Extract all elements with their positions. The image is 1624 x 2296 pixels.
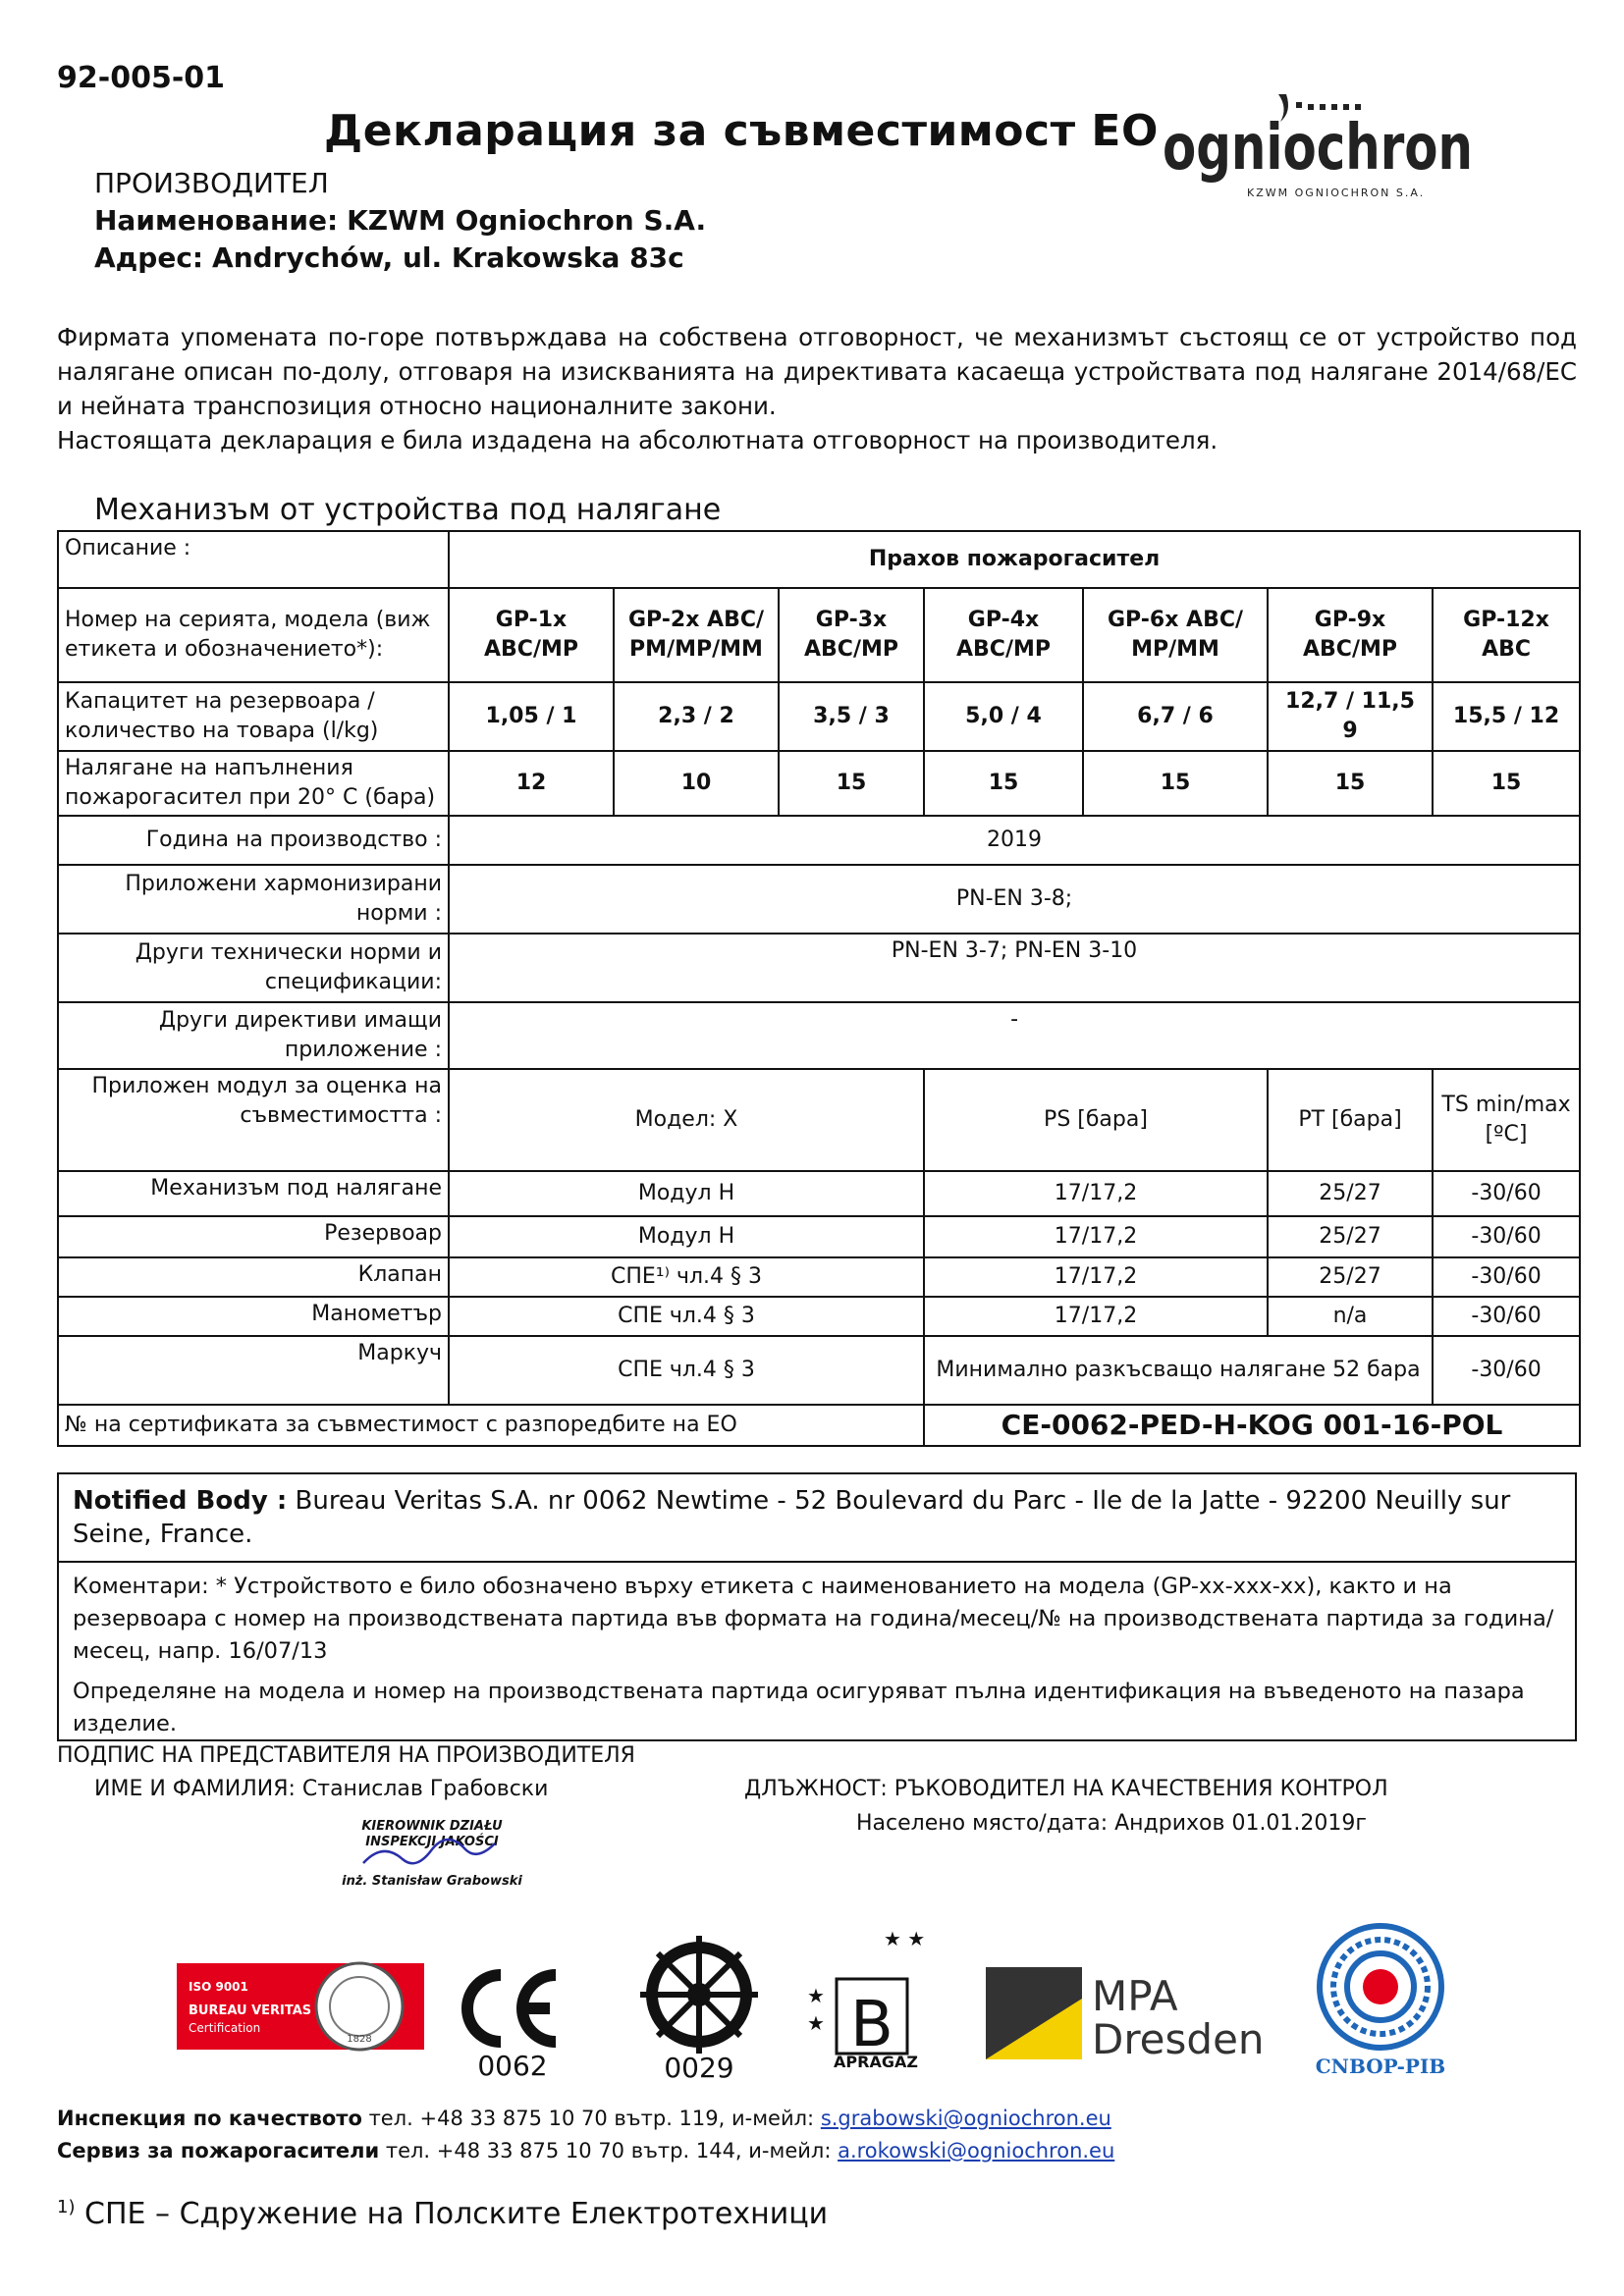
svg-text:Dresden: Dresden xyxy=(1092,2015,1265,2063)
service-email-link[interactable]: a.rokowski@ogniochron.eu xyxy=(838,2139,1115,2163)
notified-body-box xyxy=(57,1472,1577,1741)
capacity-4: 5,0 / 4 xyxy=(924,682,1083,751)
other-directives-value: - xyxy=(449,1002,1580,1069)
service-contact: Сервиз за пожарогасители тел. +48 33 875 10 70 вътр. 144, и-мейл: a.rokowski@ogniochron.eu xyxy=(57,2139,1115,2163)
svg-text:Certification: Certification xyxy=(189,2021,261,2035)
page-title: Декларация за съвместимост ЕО xyxy=(324,106,1159,156)
svg-text:KZWM OGNIOCHRON S.A.: KZWM OGNIOCHRON S.A. xyxy=(1247,187,1426,199)
manufacturer-heading: ПРОИЗВОДИТЕЛ xyxy=(94,167,329,199)
model-3: GP-3x ABC/MP xyxy=(779,588,924,682)
row-module: Модул H xyxy=(449,1171,924,1216)
hose-module: СПЕ чл.4 § 3 xyxy=(449,1336,924,1405)
svg-text:MPA: MPA xyxy=(1092,1972,1178,2020)
certification-logos xyxy=(0,1924,1624,2084)
svg-text:APRAGAZ: APRAGAZ xyxy=(834,2053,918,2071)
row-ts: -30/60 xyxy=(1433,1216,1580,1257)
capacity-2: 2,3 / 2 xyxy=(614,682,779,751)
signature-heading: ПОДПИС НА ПРЕДСТАВИТЕЛЯ НА ПРОИЗВОДИТЕЛЯ xyxy=(57,1743,635,1768)
capacity-5: 6,7 / 6 xyxy=(1083,682,1268,751)
module-head-pt: PT [бара] xyxy=(1268,1069,1433,1171)
footer-contacts xyxy=(57,2103,1114,2167)
row-module: Модул H xyxy=(449,1216,924,1257)
row-name: Резервоар xyxy=(58,1216,449,1257)
desc-value: Прахов пожарогасител xyxy=(449,531,1580,588)
row-pt: n/a xyxy=(1268,1297,1433,1336)
hose-pressure: Минимално разкъсващо налягане 52 бара xyxy=(924,1336,1433,1405)
row-pt: 25/27 xyxy=(1268,1257,1433,1297)
pressure-5: 15 xyxy=(1083,751,1268,816)
model-6: GP-9x ABC/MP xyxy=(1268,588,1433,682)
cnbop-logo xyxy=(1316,1926,1445,2078)
footnote: $^{1)}$ СПЕ – Сдружение на Полските Електротехници xyxy=(57,2197,829,2231)
svg-text:ISO 9001: ISO 9001 xyxy=(189,1980,248,1994)
pressure-1: 12 xyxy=(449,751,614,816)
other-norms-value: PN-EN 3-7; PN-EN 3-10 xyxy=(449,934,1580,1002)
row-ps: 17/17,2 xyxy=(924,1257,1268,1297)
svg-text:0029: 0029 xyxy=(664,2052,734,2084)
svg-text:B: B xyxy=(850,1989,893,2061)
document-number: 92-005-01 xyxy=(57,61,226,95)
quality-email-link[interactable]: s.grabowski@ogniochron.eu xyxy=(820,2107,1111,2130)
signature-position: ДЛЪЖНОСТ: РЪКОВОДИТЕЛ НА КАЧЕСТВЕНИЯ КОНТРОЛ xyxy=(744,1777,1388,1801)
manufacturer-name: Наименование: KZWM Ogniochron S.A. xyxy=(94,204,707,237)
ce-mark xyxy=(467,1975,556,2082)
model-1: GP-1x ABC/MP xyxy=(449,588,614,682)
row-pt: 25/27 xyxy=(1268,1216,1433,1257)
manufacturer-address: Адрес: Andrychów, ul. Krakowska 83c xyxy=(94,241,684,274)
svg-text:BUREAU VERITAS: BUREAU VERITAS xyxy=(189,2003,312,2018)
svg-text:INSPEKCJI JAKOŚCI: INSPEKCJI JAKOŚCI xyxy=(365,1835,499,1849)
notified-body: Notified Body : Bureau Veritas S.A. nr 0062 Newtime - 52 Boulevard du Parc - Ile de la Jatte - 92200 Neuilly sur Seine, France. xyxy=(59,1474,1575,1563)
pressure-2: 10 xyxy=(614,751,779,816)
intro-text: Фирмата упомената по-горе потвърждава на собствена отговорност, че механизмът състоящ се от устройство под налягане описан по-долу, отговаря на изискванията на директивата касаеща устройствата под налягане 2014/68/EC и нейната транспозиция относно националните закони. Настоящата декларация е била издадена на абсолютната отговорност на производителя. xyxy=(57,323,1577,454)
row-ps: 17/17,2 xyxy=(924,1171,1268,1216)
row-ts: -30/60 xyxy=(1433,1171,1580,1216)
signature-stamp xyxy=(324,1814,540,1893)
svg-text:1828: 1828 xyxy=(347,2034,372,2045)
ships-wheel-mark xyxy=(640,1936,758,2084)
svg-text:★: ★ xyxy=(807,2011,825,2035)
capacity-7: 15,5 / 12 xyxy=(1433,682,1580,751)
capacity-1: 1,05 / 1 xyxy=(449,682,614,751)
pressure-4: 15 xyxy=(924,751,1083,816)
svg-text:ogniochron: ogniochron xyxy=(1163,112,1473,185)
capacity-label: Капацитет на резервоара / количество на товара (l/kg) xyxy=(58,682,449,751)
hose-name: Маркуч xyxy=(58,1336,449,1405)
other-norms-label: Други технически норми и спецификации: xyxy=(58,934,449,1002)
hose-ts: -30/60 xyxy=(1433,1336,1580,1405)
pressure-6: 15 xyxy=(1268,751,1433,816)
capacity-3: 3,5 / 3 xyxy=(779,682,924,751)
row-ts: -30/60 xyxy=(1433,1297,1580,1336)
bureau-veritas-logo xyxy=(177,1963,424,2050)
row-ps: 17/17,2 xyxy=(924,1297,1268,1336)
apragaz-logo xyxy=(807,1927,925,2071)
row-name: Манометър xyxy=(58,1297,449,1336)
row-name: Клапан xyxy=(58,1257,449,1297)
harmonized-value: PN-EN 3-8; xyxy=(449,865,1580,934)
svg-text:inż. Stanisław Grabowski: inż. Stanisław Grabowski xyxy=(342,1874,522,1889)
mpa-dresden-logo xyxy=(986,1967,1265,2063)
model-7: GP-12x ABC xyxy=(1433,588,1580,682)
svg-text:0062: 0062 xyxy=(477,2050,548,2082)
section-title: Механизъм от устройства под налягане xyxy=(94,493,722,527)
module-head-ts: TS min/max [ºC] xyxy=(1433,1069,1580,1171)
svg-text:CNBOP-PIB: CNBOP-PIB xyxy=(1315,2055,1446,2078)
module-head-ps: PS [бара] xyxy=(924,1069,1268,1171)
row-ts: -30/60 xyxy=(1433,1257,1580,1297)
year-label: Година на производство : xyxy=(58,816,449,865)
model-4: GP-4x ABC/MP xyxy=(924,588,1083,682)
pressure-equipment-table xyxy=(57,530,1581,1447)
cert-value: CE-0062-PED-H-KOG 001-16-POL xyxy=(924,1405,1580,1446)
row-pt: 25/27 xyxy=(1268,1171,1433,1216)
quality-contact: Инспекция по качеството тел. +48 33 875 10 70 вътр. 119, и-мейл: s.grabowski@ogniochron.eu xyxy=(57,2107,1111,2130)
cert-label: № на сертификата за съвместимост с разпоредбите на ЕО xyxy=(58,1405,924,1446)
serial-label: Номер на серията, модела (виж етикета и обозначението*): xyxy=(58,588,449,682)
comments: Коментари: * Устройството е било обозначено върху етикета с наименованието на модела (GP-xx-xxx-xx), както и на резервоара с номер на производствената партида във формата на година/месец/№ на производствената партида за година/месец, напр. 16/07/13 Определяне на модела и номер на производствената партида осигуряват пълна идентификация на въведеното на пазара изделие. xyxy=(73,1574,1554,1736)
row-name: Механизъм под налягане xyxy=(58,1171,449,1216)
pressure-3: 15 xyxy=(779,751,924,816)
signature-name: ИМЕ И ФАМИЛИЯ: Станислав Грабовски xyxy=(94,1777,549,1801)
manufacturer-block xyxy=(94,165,706,277)
model-5: GP-6x ABC/ MP/MM xyxy=(1083,588,1268,682)
year-value: 2019 xyxy=(449,816,1580,865)
other-directives-label: Други директиви имащи приложение : xyxy=(58,1002,449,1069)
pressure-label: Налягане на напълнения пожарогасител при 20° C (бара) xyxy=(58,751,449,816)
ogniochron-logo xyxy=(1159,90,1483,208)
svg-text:KIEROWNIK DZIAŁU: KIEROWNIK DZIAŁU xyxy=(361,1819,503,1834)
row-module: СПЕ чл.4 § 3 xyxy=(449,1297,924,1336)
capacity-6: 12,7 / 11,5 9 xyxy=(1268,682,1433,751)
svg-text:★: ★ xyxy=(807,1984,825,2007)
model-2: GP-2x ABC/ PM/MP/MM xyxy=(614,588,779,682)
harmonized-label: Приложени хармонизирани норми : xyxy=(58,865,449,934)
desc-label: Описание : xyxy=(58,531,449,588)
signature-place-date: Населено място/дата: Андрихов 01.01.2019г xyxy=(856,1811,1367,1836)
module-label: Приложен модул за оценка на съвместимостта : xyxy=(58,1069,449,1171)
pressure-7: 15 xyxy=(1433,751,1580,816)
row-ps: 17/17,2 xyxy=(924,1216,1268,1257)
row-module: СПЕ¹⁾ чл.4 § 3 xyxy=(449,1257,924,1297)
svg-text:★ ★: ★ ★ xyxy=(884,1927,926,1950)
module-head-model: Модел: X xyxy=(449,1069,924,1171)
